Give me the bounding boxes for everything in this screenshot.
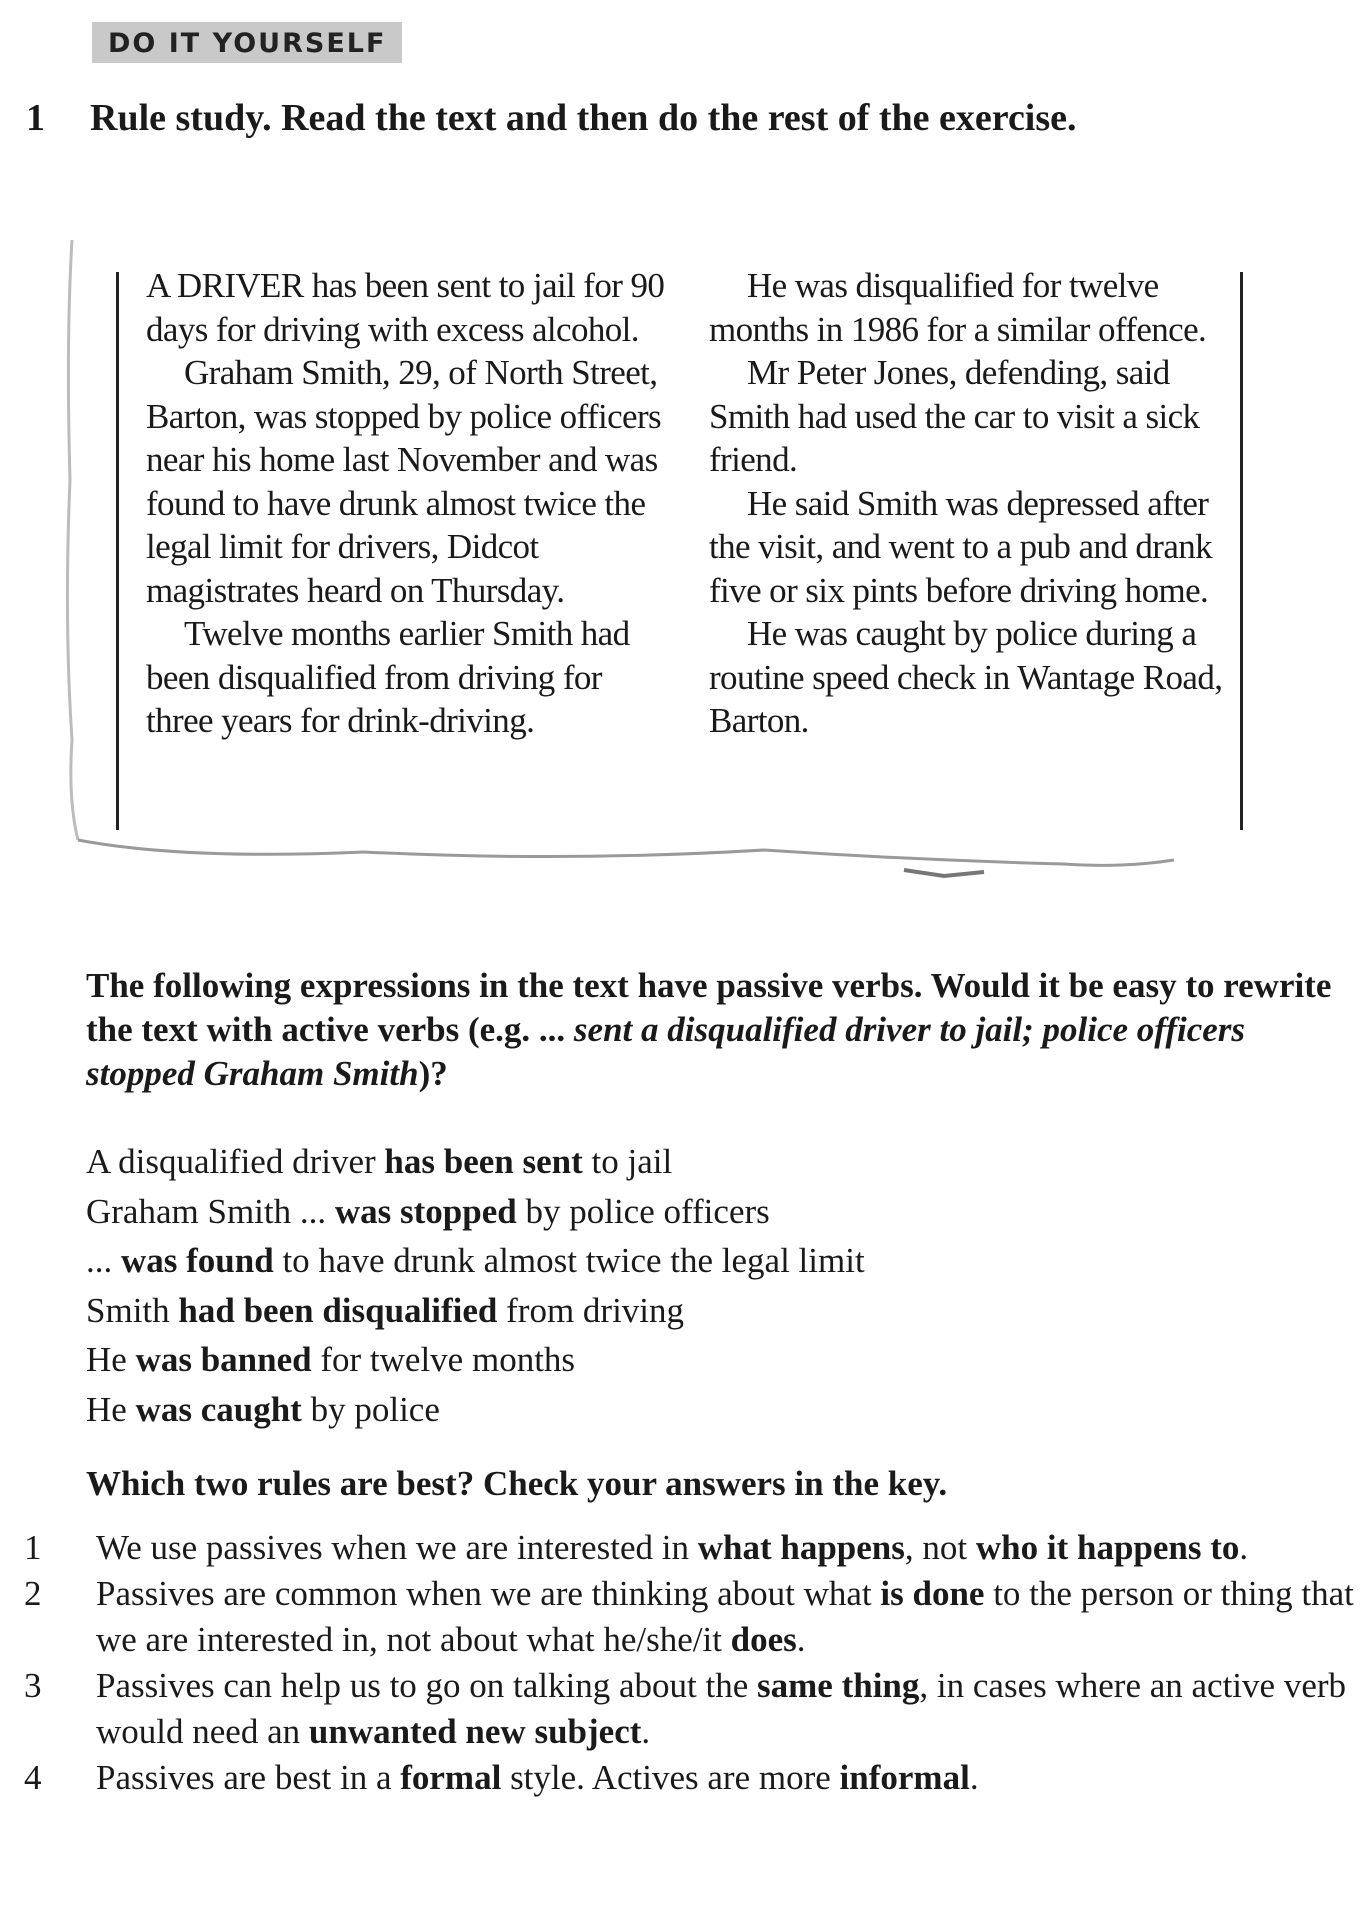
rules-list (20, 1525, 1360, 1801)
rule-number: 1 (24, 1528, 42, 1567)
rule-number: 3 (24, 1666, 42, 1705)
column-rule-left (116, 272, 119, 830)
article-paragraph: Mr Peter Jones, defending, said Smith had used the car to visit a sick friend. (709, 353, 1200, 479)
expression-item: Smith had been disqualified from driving (86, 1290, 685, 1330)
rule-text: Passives are best in a formal style. Actives are more informal. (96, 1758, 979, 1797)
rule-item (20, 1525, 1360, 1571)
expression-item: ... was found to have drunk almost twice the legal limit (86, 1241, 865, 1280)
expression-item: A disqualified driver has been sent to jail (86, 1142, 673, 1181)
rule-number: 2 (24, 1574, 42, 1613)
expression-item: He was caught by police (86, 1389, 440, 1429)
rule-item (20, 1755, 1360, 1801)
article-paragraph: Twelve months earlier Smith had been disqualified from driving for three years for drink-driving. (146, 614, 630, 740)
rule-text: We use passives when we are interested in what happens, not who it happens to. (96, 1528, 1249, 1567)
article-paragraph: He was disqualified for twelve months in 1986 for a similar offence. (709, 266, 1207, 349)
rule-text: Passives can help us to go on talking about the same thing, in cases where an active verb would need an unwanted new subject. (96, 1666, 1347, 1751)
article-right-column (709, 264, 1234, 743)
article-paragraph: A DRIVER has been sent to jail for 90 days for driving with excess alcohol. (146, 266, 665, 349)
instruction-example: sent a disqualified driver to jail; police officers stopped Graham Smith (86, 1010, 1246, 1093)
rule-item (20, 1663, 1360, 1755)
instruction-passive-verbs (86, 964, 1346, 1096)
section-tag: DO IT YOURSELF (92, 22, 402, 63)
article-left-column (146, 264, 666, 743)
article-paragraph: He was caught by police during a routine speed check in Wantage Road, Barton. (709, 614, 1223, 740)
newspaper-clipping (64, 220, 1223, 880)
exercise-heading (26, 96, 1077, 140)
instruction-end: )? (418, 1054, 448, 1093)
column-rule-right (1240, 272, 1243, 830)
exercise-number: 1 (26, 97, 45, 139)
article-paragraph: He said Smith was depressed after the visit, and went to a pub and drank five or six pints before driving home. (709, 483, 1213, 610)
expression-item: Graham Smith ... was stopped by police officers (86, 1191, 770, 1231)
article-paragraph: Graham Smith, 29, of North Street, Barton, was stopped by police officers near his home last November and was found to have drunk almost twice the legal limit for drivers, Didcot magistrates heard on Thursday. (146, 353, 662, 610)
instruction-text: The following expressions in the text have passive verbs. Would it be easy to rewrite the text with active verbs (e.g. ... (86, 966, 1332, 1049)
passive-expression-list (86, 1137, 1286, 1434)
rule-text: Passives are common when we are thinking about what is done to the person or thing that we are interested in, not about what he/she/it does. (96, 1574, 1354, 1659)
instruction-which-rules: Which two rules are best? Check your answers in the key. (86, 1464, 948, 1503)
rule-item (20, 1571, 1360, 1663)
exercise-title: Rule study. Read the text and then do the rest of the exercise. (90, 97, 1077, 139)
expression-item: He was banned for twelve months (86, 1340, 576, 1379)
rule-number: 4 (24, 1758, 42, 1797)
